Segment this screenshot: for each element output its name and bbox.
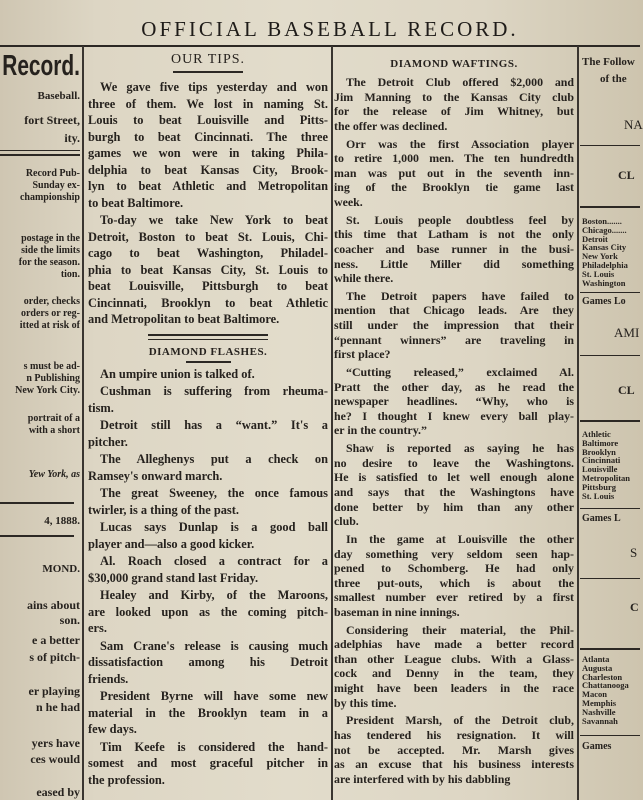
article-line: Detroit, Boston to beat St. Louis, Chi- bbox=[88, 229, 328, 244]
section-divider-rule bbox=[148, 334, 268, 340]
article-line: The Alleghenys put a check on bbox=[100, 452, 328, 466]
text-line: son. bbox=[59, 613, 80, 627]
article-line: Lucas says Dunlap is a good ball bbox=[100, 520, 328, 534]
article-line: The Detroit Club offered $2,000 and bbox=[346, 75, 574, 89]
text-line: postage in the bbox=[21, 233, 80, 244]
article-line: baseman in nine innings. bbox=[334, 604, 460, 619]
article-paragraph bbox=[88, 638, 328, 688]
column-our-tips-and-flashes bbox=[88, 52, 328, 788]
rule bbox=[580, 145, 640, 146]
article-paragraph bbox=[88, 519, 328, 552]
text-line: The Follow bbox=[582, 56, 635, 68]
article-line: Al. Roach closed a contract for a bbox=[100, 554, 328, 568]
team-name: Philadelphia bbox=[582, 259, 628, 270]
article-line: phia to beat Kansas City, St. Louis to bbox=[88, 262, 328, 277]
standings-team-list bbox=[582, 430, 630, 500]
team-name: Baltimore bbox=[582, 437, 619, 448]
article-line: by this time. bbox=[334, 695, 397, 710]
article-line: “pennant winners” are traveling in bbox=[334, 332, 574, 347]
article-paragraph bbox=[88, 485, 328, 518]
article-line: might have been leaders in the race bbox=[334, 681, 574, 696]
article-line: newspaper headlines. “Why, who is bbox=[334, 394, 574, 409]
article-line: and Metropolitan to beat Baltimore. bbox=[88, 312, 280, 326]
article-line: mention that Chicago leads. Are they bbox=[334, 303, 574, 318]
article-line: Jim Manning to the Kansas City club bbox=[334, 89, 574, 104]
team-name: Detroit bbox=[582, 233, 608, 244]
text-line: orders or reg- bbox=[20, 308, 80, 319]
text-line: ains about bbox=[26, 598, 80, 612]
article-line: he? I thought I knew every ball play- bbox=[334, 408, 574, 423]
column-divider bbox=[82, 46, 84, 800]
article-line: lyn to beat Athletic and Metropolitan bbox=[88, 179, 328, 193]
text-line: New York City. bbox=[15, 385, 80, 396]
team-name: Chattanooga bbox=[582, 680, 629, 691]
team-name: Charleston bbox=[582, 671, 623, 682]
table-footer: Games Lo bbox=[582, 296, 626, 307]
article-line: than other League clubs. With a Glass- bbox=[334, 651, 574, 666]
rule bbox=[0, 535, 74, 537]
text-line: tion. bbox=[60, 269, 80, 280]
text-line: Record Pub- bbox=[25, 168, 80, 179]
team-name: Athletic bbox=[582, 429, 611, 439]
article-line: burgh to beat Cincinnati. The three bbox=[88, 129, 328, 144]
article-paragraph bbox=[334, 441, 574, 529]
text-line: n he had bbox=[35, 700, 80, 714]
rule bbox=[580, 735, 640, 736]
article-line: In the game at Louisville the other bbox=[346, 531, 574, 546]
article-line: this time that Latham is not the only bbox=[334, 227, 574, 242]
rule bbox=[0, 502, 74, 504]
text-line: ces would bbox=[30, 752, 80, 766]
article-line: club. bbox=[334, 514, 359, 529]
team-name: Brooklyn bbox=[582, 446, 616, 457]
rule bbox=[580, 292, 640, 293]
team-name: Pittsburg bbox=[582, 481, 616, 492]
article-line: $30,000 grand stand last Friday. bbox=[88, 570, 259, 585]
article-line: not be accepted. Mr. Marsh gives bbox=[334, 742, 574, 757]
article-line: are looked upon as the coming pitch- bbox=[88, 604, 328, 619]
text-line: ity. bbox=[64, 131, 80, 145]
rule bbox=[580, 648, 640, 650]
standings-team-list bbox=[582, 217, 628, 287]
article-line: Cushman is suffering from rheuma- bbox=[100, 384, 328, 398]
article-line: Detroit still has a “want.” It's a bbox=[100, 418, 328, 432]
column-diamond-waftings bbox=[334, 52, 574, 786]
article-line: done better by him than any other bbox=[334, 499, 574, 514]
article-line: day something very seldom seen hap- bbox=[334, 546, 574, 561]
article-line: He is satisfied to let well enough alone bbox=[334, 470, 574, 485]
article-paragraph bbox=[334, 289, 574, 362]
article-line: Cincinnati, Brooklyn to beat Athletic bbox=[88, 295, 328, 310]
article-line: as an excuse that his business interests bbox=[334, 757, 574, 772]
heading-rule bbox=[186, 361, 231, 363]
article-line: dissatisfaction among his Detroit bbox=[88, 655, 328, 669]
league-heading: NA bbox=[624, 117, 643, 132]
article-line: coacher and base runner in the busi- bbox=[334, 241, 574, 256]
article-line: Sam Crane's release is causing much bbox=[100, 638, 328, 653]
article-paragraph bbox=[88, 417, 328, 450]
article-line: delphia to beat Kansas City, Brook- bbox=[88, 162, 328, 177]
article-line: twirler, is a thing of the past. bbox=[88, 502, 239, 517]
article-line: games we won were in taking Phila- bbox=[88, 146, 328, 160]
team-name: Nashville bbox=[582, 706, 616, 717]
rule bbox=[0, 150, 80, 151]
text-line: Baseball. bbox=[37, 90, 80, 102]
article-line: pened to Schomberg. He had only bbox=[334, 561, 574, 576]
text-line: portrait of a bbox=[27, 413, 80, 424]
article-line: material in the Brooklyn team in a bbox=[88, 705, 328, 720]
rule bbox=[580, 578, 640, 579]
article-line: and says that the Washingtons have bbox=[334, 484, 574, 499]
article-paragraph bbox=[334, 75, 574, 133]
rule bbox=[580, 420, 640, 422]
team-name: St. Louis bbox=[582, 268, 615, 279]
article-line: Considering their material, the Phil- bbox=[346, 622, 574, 637]
article-line: friends. bbox=[88, 671, 129, 686]
article-paragraph bbox=[334, 713, 574, 786]
text-line: e a better bbox=[32, 633, 80, 647]
article-line: to retire 1,000 men. The ten hundredth bbox=[334, 151, 574, 166]
article-line: the profession. bbox=[88, 772, 165, 787]
text-line: s of pitch- bbox=[29, 650, 80, 664]
text-line: n Publishing bbox=[26, 373, 80, 384]
text-line: for the season. bbox=[18, 257, 80, 268]
article-paragraph bbox=[88, 739, 328, 789]
article-line: player and—also a good kicker. bbox=[88, 536, 255, 551]
article-line: to beat Baltimore. bbox=[88, 195, 184, 210]
heading-rule bbox=[173, 71, 243, 73]
article-diamond-waftings bbox=[334, 75, 574, 786]
table-header: CL bbox=[618, 383, 635, 397]
article-line: Shaw is reported as saying he has bbox=[346, 441, 574, 456]
article-line: beat Louisville, Pittsburgh to beat bbox=[88, 279, 328, 293]
team-name: Memphis bbox=[582, 697, 616, 708]
article-diamond-flashes bbox=[88, 366, 328, 789]
rule bbox=[580, 206, 640, 208]
standings-team-list bbox=[582, 655, 629, 725]
article-paragraph bbox=[334, 623, 574, 711]
article-line: er in the country.” bbox=[334, 423, 427, 438]
article-line: President Byrne will have some new bbox=[100, 689, 328, 703]
text-line: order, checks bbox=[23, 296, 80, 307]
article-line: ers. bbox=[88, 621, 107, 635]
article-our-tips bbox=[88, 79, 328, 328]
article-line: cock and Denny in the team, they bbox=[334, 666, 574, 681]
article-line: while there. bbox=[334, 271, 394, 286]
article-line: cago to beat Washington, Philadel- bbox=[88, 246, 328, 260]
article-paragraph bbox=[88, 587, 328, 637]
text-line: yers have bbox=[31, 736, 80, 750]
issue-date-fragment: 4, 1888. bbox=[44, 515, 80, 527]
article-line: ness. Little Miller did something bbox=[334, 256, 574, 271]
article-line: few days. bbox=[88, 722, 137, 736]
team-name: Washington bbox=[582, 277, 626, 288]
team-name: Cincinnati bbox=[582, 455, 621, 466]
article-heading-diamond-flashes: DIAMOND FLASHES. bbox=[148, 345, 268, 358]
table-footer: Games bbox=[582, 741, 612, 752]
article-line: The Detroit papers have failed to bbox=[346, 288, 574, 303]
article-line: man was put out in the seventh inn- bbox=[334, 165, 574, 180]
article-line: ing of the Brooklyn tie game last bbox=[334, 180, 574, 195]
article-line: To-day we take New York to beat bbox=[100, 213, 328, 227]
article-paragraph bbox=[88, 383, 328, 416]
article-line: has tendered his resignation. It will bbox=[334, 728, 574, 743]
league-heading: S bbox=[630, 545, 638, 560]
article-heading-our-tips: OUR TIPS. bbox=[170, 52, 246, 67]
masthead bbox=[0, 0, 640, 40]
text-line: s must be ad- bbox=[23, 361, 80, 372]
table-header: CL bbox=[618, 168, 635, 182]
article-paragraph bbox=[88, 688, 328, 738]
team-name: Atlanta bbox=[582, 654, 610, 664]
article-paragraph bbox=[88, 451, 328, 484]
article-paragraph bbox=[88, 212, 328, 328]
article-line: Healey and Kirby, of the Maroons, bbox=[100, 588, 328, 602]
team-name: Louisville bbox=[582, 464, 618, 475]
article-line: Tim Keefe is considered the hand- bbox=[100, 739, 328, 754]
article-line: Orr was the first Association player bbox=[346, 136, 574, 151]
article-line: somest and most graceful pitcher in bbox=[88, 756, 328, 770]
rule bbox=[580, 355, 640, 356]
article-line: Pratt the other day, as he read the bbox=[334, 379, 574, 394]
article-line: first place? bbox=[334, 347, 391, 362]
article-line: President Marsh, of the Detroit club, bbox=[346, 713, 574, 728]
article-paragraph bbox=[88, 553, 328, 586]
text-line: of the bbox=[600, 73, 627, 85]
article-line: week. bbox=[334, 194, 363, 209]
article-line: We gave five tips yesterday and won bbox=[100, 80, 328, 94]
article-line: still under the impression that their bbox=[334, 318, 574, 333]
league-heading: AMI bbox=[614, 325, 640, 340]
article-line: adelphias have made a better record bbox=[334, 637, 574, 652]
section-heading-fragment: MOND. bbox=[42, 563, 80, 575]
article-line: are interfered with by his dabbling bbox=[334, 771, 511, 786]
team-name: St. Louis bbox=[582, 490, 615, 501]
table-header: C bbox=[630, 600, 639, 614]
text-line: Sunday ex- bbox=[32, 180, 80, 191]
masthead-rule bbox=[0, 45, 640, 47]
article-line: tism. bbox=[88, 400, 114, 415]
rule bbox=[580, 508, 640, 509]
article-line: no desire to leave the Washingtons. bbox=[334, 455, 574, 470]
article-paragraph bbox=[88, 79, 328, 211]
team-name: New York bbox=[582, 251, 618, 262]
text-line: er playing bbox=[28, 684, 80, 698]
article-line: Louis to beat Louisville and Pitts- bbox=[88, 113, 328, 127]
text-line: championship bbox=[19, 192, 80, 203]
article-paragraph bbox=[334, 365, 574, 438]
article-heading-diamond-waftings: DIAMOND WAFTINGS. bbox=[390, 58, 518, 70]
team-name: Chicago....... bbox=[582, 224, 627, 235]
article-line: pitcher. bbox=[88, 434, 128, 449]
article-line: smallest number ever retired by a first bbox=[334, 590, 574, 605]
team-name: Savannah bbox=[582, 715, 618, 726]
text-line: fort Street, bbox=[24, 113, 80, 127]
newspaper-page-title: OFFICIAL BASEBALL RECORD. bbox=[141, 17, 519, 41]
article-paragraph bbox=[88, 366, 328, 383]
text-line: itted at risk of bbox=[19, 320, 80, 331]
column-divider bbox=[577, 46, 579, 800]
article-paragraph bbox=[334, 137, 574, 210]
team-name: Kansas City bbox=[582, 242, 627, 253]
team-name: Augusta bbox=[582, 662, 613, 673]
article-line: three put-outs, which is about the bbox=[334, 575, 574, 590]
article-line: An umpire union is talked of. bbox=[100, 366, 255, 381]
paper-name-fragment: Record. bbox=[2, 50, 80, 82]
team-name: Metropolitan bbox=[582, 472, 631, 483]
article-paragraph bbox=[334, 532, 574, 620]
text-line: eased by bbox=[36, 785, 80, 799]
text-line: with a short bbox=[28, 425, 80, 436]
article-line: The great Sweeney, the once famous bbox=[100, 486, 328, 500]
article-line: St. Louis people doubtless feel by bbox=[346, 212, 574, 227]
team-name: Macon bbox=[582, 689, 608, 700]
rule bbox=[0, 154, 80, 156]
article-line: the offer was declined. bbox=[334, 118, 448, 133]
text-line: Yew York, as bbox=[28, 469, 80, 480]
article-line: “Cutting released,” exclaimed Al. bbox=[346, 365, 574, 380]
text-line: side the limits bbox=[21, 245, 80, 256]
team-name: Boston....... bbox=[582, 216, 622, 226]
article-line: for the release of Jim Whitney, but bbox=[334, 104, 574, 119]
column-divider bbox=[331, 46, 333, 800]
article-line: Ramsey's onward march. bbox=[88, 468, 223, 483]
article-line: three of them. We lost in naming St. bbox=[88, 96, 328, 111]
table-footer: Games L bbox=[582, 513, 621, 524]
article-paragraph bbox=[334, 213, 574, 286]
